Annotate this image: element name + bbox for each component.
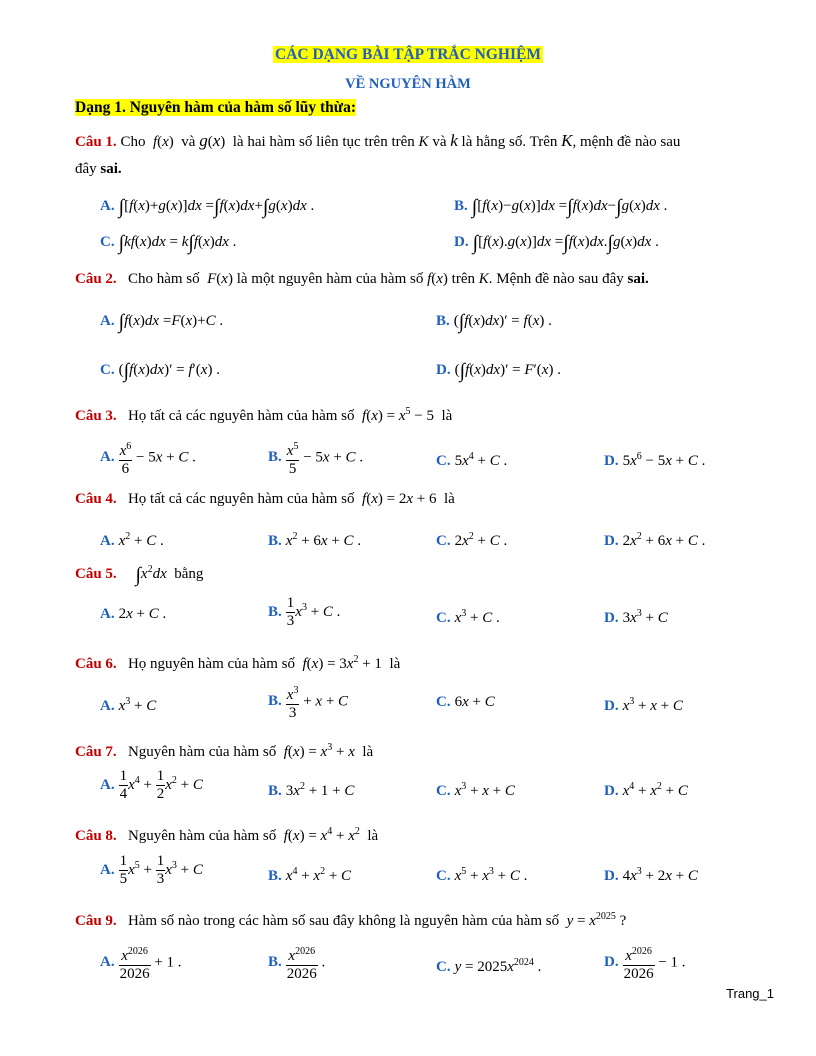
q5-option-b: B. $\frac{1}{3}$ $x^3 + C$ . (268, 595, 341, 629)
question-7: Câu 7. Nguyên hàm của hàm số $f(x) = x^3 + x$ là (75, 742, 374, 760)
question-2: Câu 2. Cho hàm số F(x) là một nguyên hàm của hàm số f(x) trên K. Mệnh đề nào sau đây sai. (75, 271, 649, 287)
q7-option-a: A. $\frac{1}{4}$ $x^4$ + $\frac{1}{2}$ $x^2 + C$ (100, 768, 203, 802)
q3-option-d: D. $5x^6 - 5x + C$ . (604, 451, 706, 469)
q6-option-b: B. $\frac{x^3}{3}$ + x + C (268, 682, 348, 722)
question-1: Câu 1. Cho f(x) và g(x) là hai hàm số liên tục trên trên K và k là hằng số. Trên K, mệnh đề nào sau đây sai. (75, 131, 681, 177)
q3-option-b: B. $\frac{x^5}{5}$ − 5x + C . (268, 438, 363, 478)
q9-option-c: C. $y = 2025x^{2024}$ . (436, 957, 542, 975)
q6-option-d: D. $x^3 + x + C$ (604, 696, 683, 714)
q2-option-d: D. (∫f(x)dx)′ = F′(x) . (436, 360, 561, 382)
q2-option-a: A. ∫f(x)dx =F(x)+C . (100, 311, 224, 333)
q4-option-a: A. $x^2 + C$ . (100, 531, 164, 549)
q8-option-b: B. $x^4 + x^2 + C$ (268, 866, 352, 884)
q3-option-a: A. $\frac{x^6}{6}$ − 5x + C . (100, 438, 196, 478)
q1-option-b: B. ∫[f(x)−g(x)]dx =∫f(x)dx−∫g(x)dx . (454, 196, 668, 218)
q5-option-c: C. $x^3 + C$ . (436, 608, 500, 626)
question-4: Câu 4. Họ tất cả các nguyên hàm của hàm số f(x) = 2x + 6 là (75, 491, 455, 507)
q2-option-b: B. (∫f(x)dx)′ = f(x) . (436, 311, 552, 333)
question-8: Câu 8. Nguyên hàm của hàm số $f(x) = x^4 + x^2$ là (75, 826, 379, 844)
q9-option-d: D. $\frac{x^{2026}}{2026}$ − 1 . (604, 943, 686, 983)
q7-option-b: B. $3x^2 + 1 + C$ (268, 781, 355, 799)
question-6: Câu 6. Họ nguyên hàm của hàm số $f(x) = 3x^2 + 1$ là (75, 654, 401, 672)
q7-option-c: C. $x^3 + x + C$ (436, 781, 515, 799)
page-title: CÁC DẠNG BÀI TẬP TRẮC NGHIỆM (275, 46, 541, 63)
q3-option-c: C. $5x^4 + C$ . (436, 451, 508, 469)
q6-option-c: C. 6x + C (436, 694, 495, 710)
q4-option-b: B. $x^2 + 6x + C$ . (268, 531, 362, 549)
q1-option-a: A. ∫[f(x)+g(x)]dx =∫f(x)dx+∫g(x)dx . (100, 196, 315, 218)
q4-option-c: C. $2x^2 + C$ . (436, 531, 508, 549)
q9-option-a: A. $\frac{x^{2026}}{2026}$ + 1 . (100, 943, 182, 983)
section-heading: Dạng 1. Nguyên hàm của hàm số lũy thừa: (75, 99, 357, 116)
q5-option-a: A. 2x + C . (100, 606, 167, 622)
question-5: Câu 5. $\int x^2dx$ bằng (75, 564, 204, 586)
q8-option-c: C. $x^5 + x^3 + C$ . (436, 866, 528, 884)
question-9: Câu 9. Hàm số nào trong các hàm số sau đây không là nguyên hàm của hàm số $y = x^{2025}$ ? (75, 911, 627, 929)
q5-option-d: D. $3x^3 + C$ (604, 608, 668, 626)
q8-option-a: A. $\frac{1}{5}$ $x^5$ + $\frac{1}{3}$ $x^3 + C$ (100, 853, 203, 887)
page-number: Trang_1 (726, 986, 774, 1001)
question-3: Câu 3. Họ tất cả các nguyên hàm của hàm số $f(x) = x^5 - 5$ là (75, 406, 453, 424)
q4-option-d: D. $2x^2 + 6x + C$ . (604, 531, 706, 549)
q2-option-c: C. (∫f(x)dx)′ = f′(x) . (100, 360, 220, 382)
q8-option-d: D. $4x^3 + 2x + C$ (604, 866, 698, 884)
q1-option-d: D. ∫[f(x).g(x)]dx =∫f(x)dx.∫g(x)dx . (454, 232, 659, 254)
q7-option-d: D. $x^4 + x^2 + C$ (604, 781, 688, 799)
q9-option-b: B. $\frac{x^{2026}}{2026}$ . (268, 943, 325, 983)
q1-option-c: C. ∫kf(x)dx = k∫f(x)dx . (100, 232, 237, 254)
q6-option-a: A. $x^3 + C$ (100, 696, 157, 714)
page-subtitle: VỀ NGUYÊN HÀM (345, 76, 471, 92)
